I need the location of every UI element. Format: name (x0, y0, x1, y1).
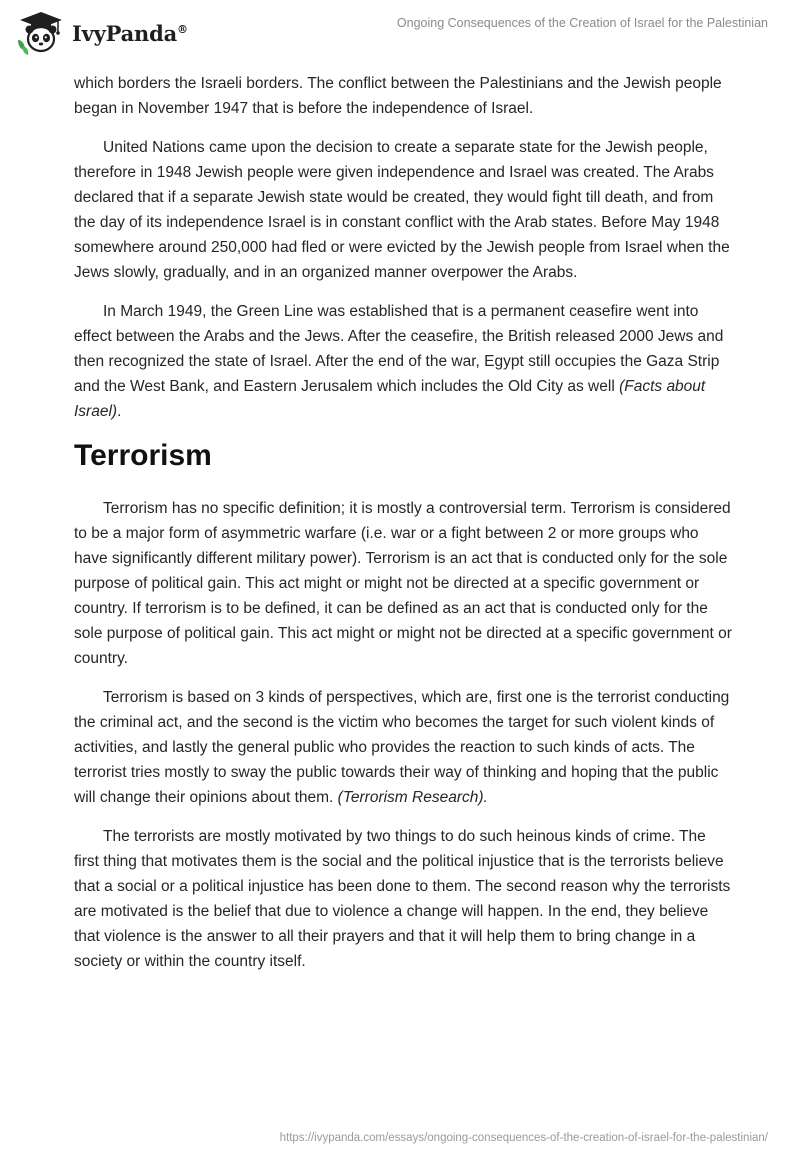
paragraph-continuation: which borders the Israeli borders. The conflict between the Palestinians and the Jewish people began in November 1947 that is before the independence of Israel. (74, 75, 722, 117)
citation-terrorism-research: (Terrorism Research). (337, 789, 488, 806)
page-header (0, 0, 800, 66)
paragraph-un-decision: United Nations came upon the decision to create a separate state for the Jewish people, therefore in 1948 Jewish people were given independence and Israel was created. The Arabs declared that if a separate Jewish state would be created, they would fight till death, and from the day of its independence Israel is in constant conflict with the Arab states. Before May 1948 somewhere around 250,000 had fled or were evicted by the Jewish people from Israel when the Jews slowly, gradually, and in an organized manner overpower the Arabs. (74, 139, 730, 281)
essay-content (74, 71, 734, 988)
trademark-symbol: ® (177, 22, 188, 36)
ivypanda-logo[interactable] (14, 10, 188, 56)
brand-name: IvyPanda® (72, 20, 188, 46)
panda-graduate-logo-icon (14, 10, 68, 56)
paragraph-terrorism-definition: Terrorism has no specific definition; it is mostly a controversial term. Terrorism is considered to be a major form of asymmetric warfare (i.e. war or a fight between 2 or more groups who have significantly different military power). Terrorism is an act that is conducted only for the sole purpose of political gain. This act might or might not be directed at a specific government or country. If terrorism is to be defined, it can be defined as an act that is conducted only for the sole purpose of political gain. This act might or might not be directed at a specific government or country. (74, 500, 732, 667)
paragraph-green-line: In March 1949, the Green Line was established that is a permanent ceasefire went into effect between the Arabs and the Jews. After the ceasefire, the British released 2000 Jews and then recognized the state of Israel. After the end of the war, Egypt still occupies the Gaza Strip and the West Bank, and Eastern Jerusalem which includes the Old City as well (Facts about Israel). (74, 303, 724, 420)
paragraph-motivation: The terrorists are mostly motivated by two things to do such heinous kinds of crime. The first thing that motivates them is the social and the political injustice that is the terrorists believe that a social or a political injustice has been done to them. The second reason why the terrorists are motivated is the belief that due to violence a change will happen. In the end, they believe that violence is the answer to all their prayers and that it will help them to bring change in a society or within the country itself. (74, 828, 731, 970)
section-heading-terrorism: Terrorism (74, 439, 212, 472)
citation-facts-about-israel: (Facts about Israel) (74, 378, 706, 420)
document-title: Ongoing Consequences of the Creation of Israel for the Palestinian (396, 16, 768, 30)
paragraph-perspectives: Terrorism is based on 3 kinds of perspectives, which are, first one is the terrorist conducting the criminal act, and the second is the victim who becomes the target for such violent kinds of activities, and lastly the general public who provides the reaction to such kinds of acts. The terrorist tries mostly to sway the public towards their way of thinking and hoping that the public will change their opinions about them. (Terrorism Research). (74, 689, 730, 806)
source-url[interactable]: https://ivypanda.com/essays/ongoing-consequences-of-the-creation-of-israel-for-the-palestinian/ (279, 1132, 768, 1144)
